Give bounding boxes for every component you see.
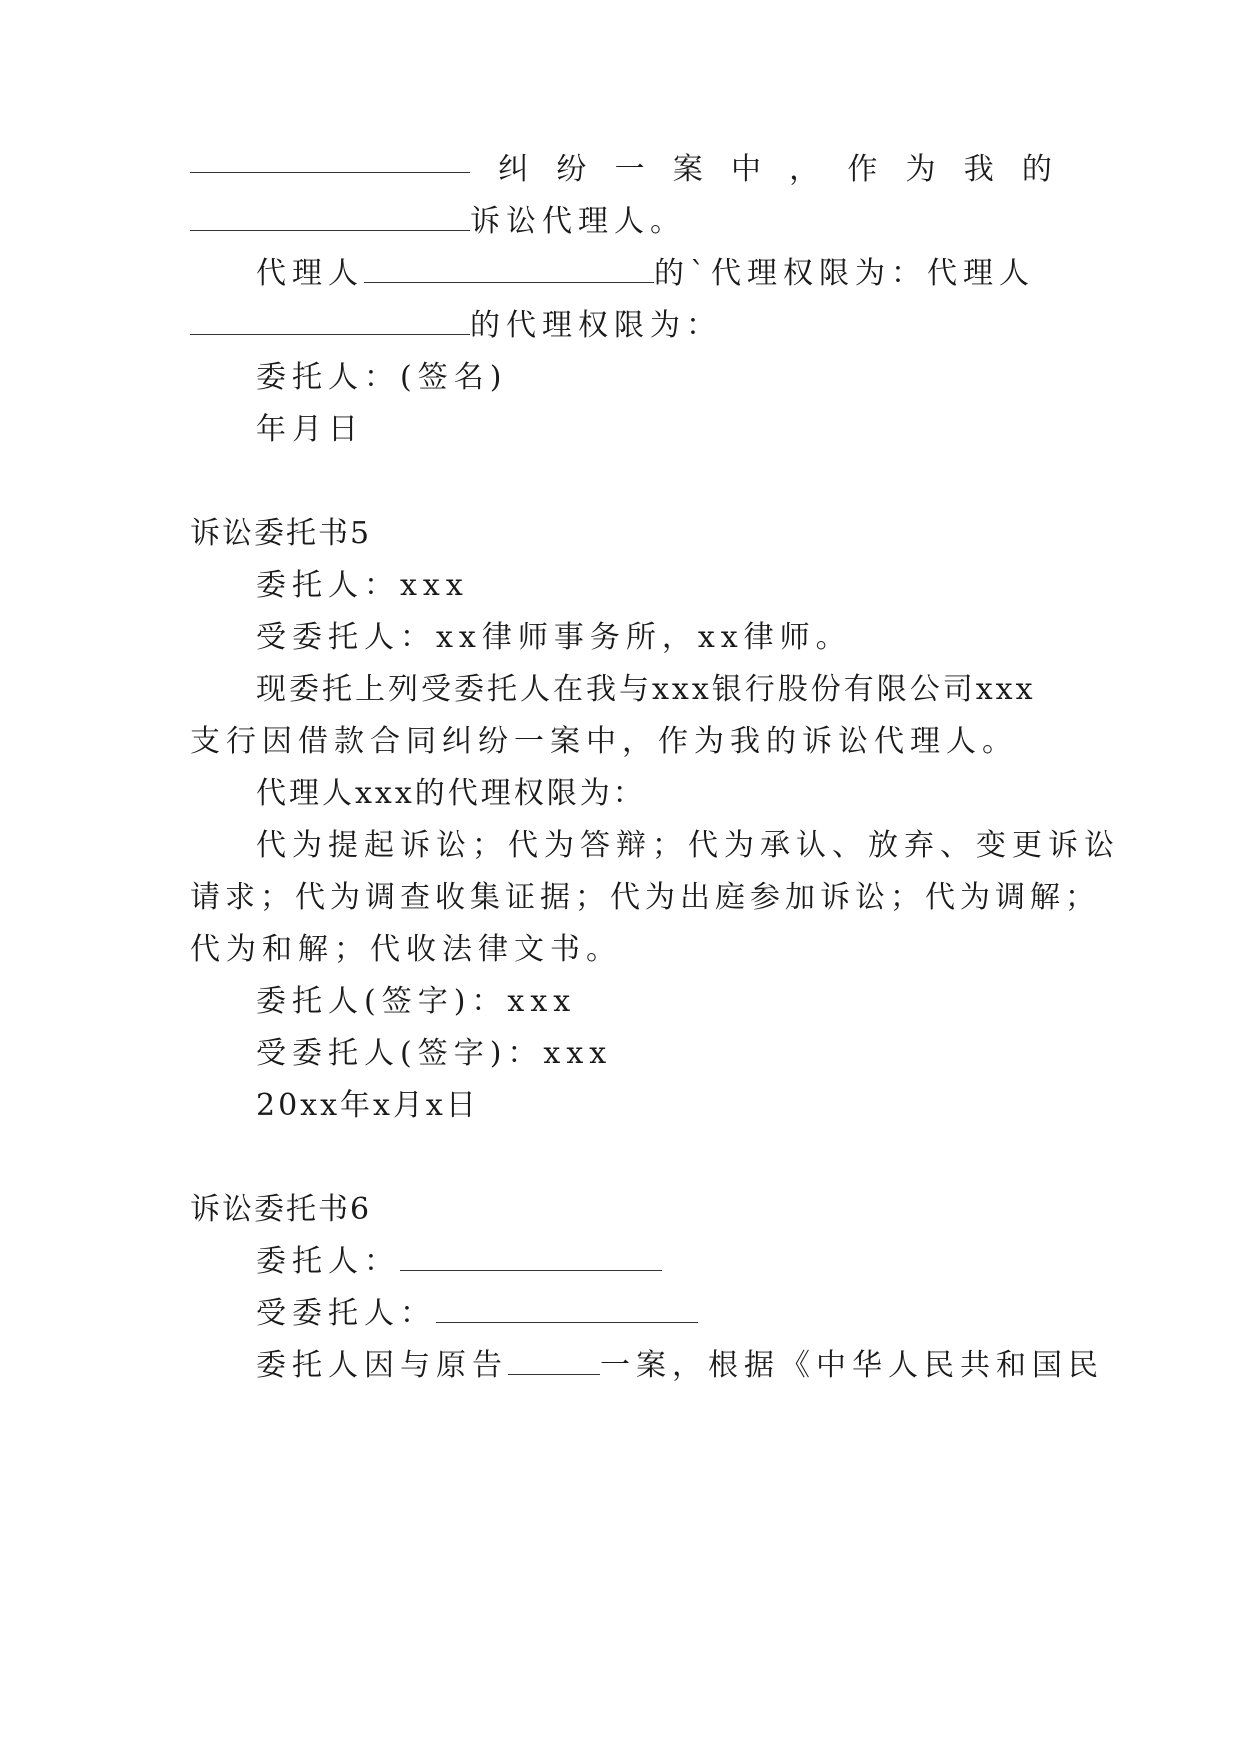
char: 纠 — [498, 152, 529, 187]
blank-field — [190, 312, 470, 335]
principal-signature: 委托人：(签名) — [256, 360, 508, 395]
agent-line: 受委托人：xx律师事务所，xx律师。 — [256, 620, 852, 655]
principal-line: 委托人：xxx — [256, 568, 469, 603]
authority-line-cont — [190, 306, 722, 346]
principal-signature: 委托人(签字)：xxx — [256, 984, 577, 1019]
blank-field — [400, 1248, 662, 1271]
char: 作 — [847, 152, 878, 187]
char: 我 — [963, 152, 994, 187]
char: 为 — [905, 152, 936, 187]
blank-field — [436, 1300, 698, 1323]
char: 的 — [1021, 152, 1052, 187]
authority-intro: 代理人xxx的代理权限为： — [256, 776, 646, 811]
paragraph-text: 委托人因与原告 — [256, 1348, 508, 1383]
agent-signature: 受委托人(签字)：xxx — [256, 1036, 613, 1071]
paragraph-text: 的代理权限为： — [470, 308, 722, 343]
blank-field — [364, 260, 654, 283]
agent-line — [256, 1294, 698, 1334]
blank-field — [190, 150, 470, 173]
char: 案 — [672, 152, 703, 187]
body-paragraph — [256, 1346, 1104, 1386]
field-label: 受委托人： — [256, 1296, 436, 1331]
field-label: 委托人： — [256, 1244, 400, 1279]
authority-list-cont: 代为和解；代收法律文书。 — [190, 932, 622, 967]
date-line: 20xx年x月x日 — [256, 1088, 479, 1123]
section-title: 诉讼委托书5 — [190, 516, 372, 551]
blank-field — [190, 208, 470, 231]
principal-line — [256, 1242, 662, 1282]
section-title: 诉讼委托书6 — [190, 1192, 372, 1227]
body-paragraph-cont: 支行因借款合同纠纷一案中，作为我的诉讼代理人。 — [190, 724, 1018, 759]
authority-list: 代为提起诉讼；代为答辩；代为承认、放弃、变更诉讼 — [256, 828, 1120, 863]
agent-line — [190, 202, 686, 242]
paragraph-text: 的`代理权限为：代理人 — [654, 256, 1035, 291]
date-line: 年月日 — [256, 412, 364, 447]
blank-field — [508, 1352, 600, 1375]
authority-line — [256, 254, 1035, 294]
paragraph-text: 一案，根据《中华人民共和国民 — [600, 1348, 1104, 1383]
char: ， — [789, 152, 820, 187]
body-paragraph: 现委托上列受委托人在我与xxx银行股份有限公司xxx — [256, 672, 1036, 707]
authority-list-cont: 请求；代为调查收集证据；代为出庭参加诉讼；代为调解； — [190, 880, 1100, 915]
paragraph-text: 代理人 — [256, 256, 364, 291]
char: 中 — [730, 152, 761, 187]
char: 一 — [614, 152, 645, 187]
paragraph-text: 诉讼代理人。 — [470, 204, 686, 239]
case-line — [190, 150, 1052, 190]
char: 纷 — [556, 152, 587, 187]
